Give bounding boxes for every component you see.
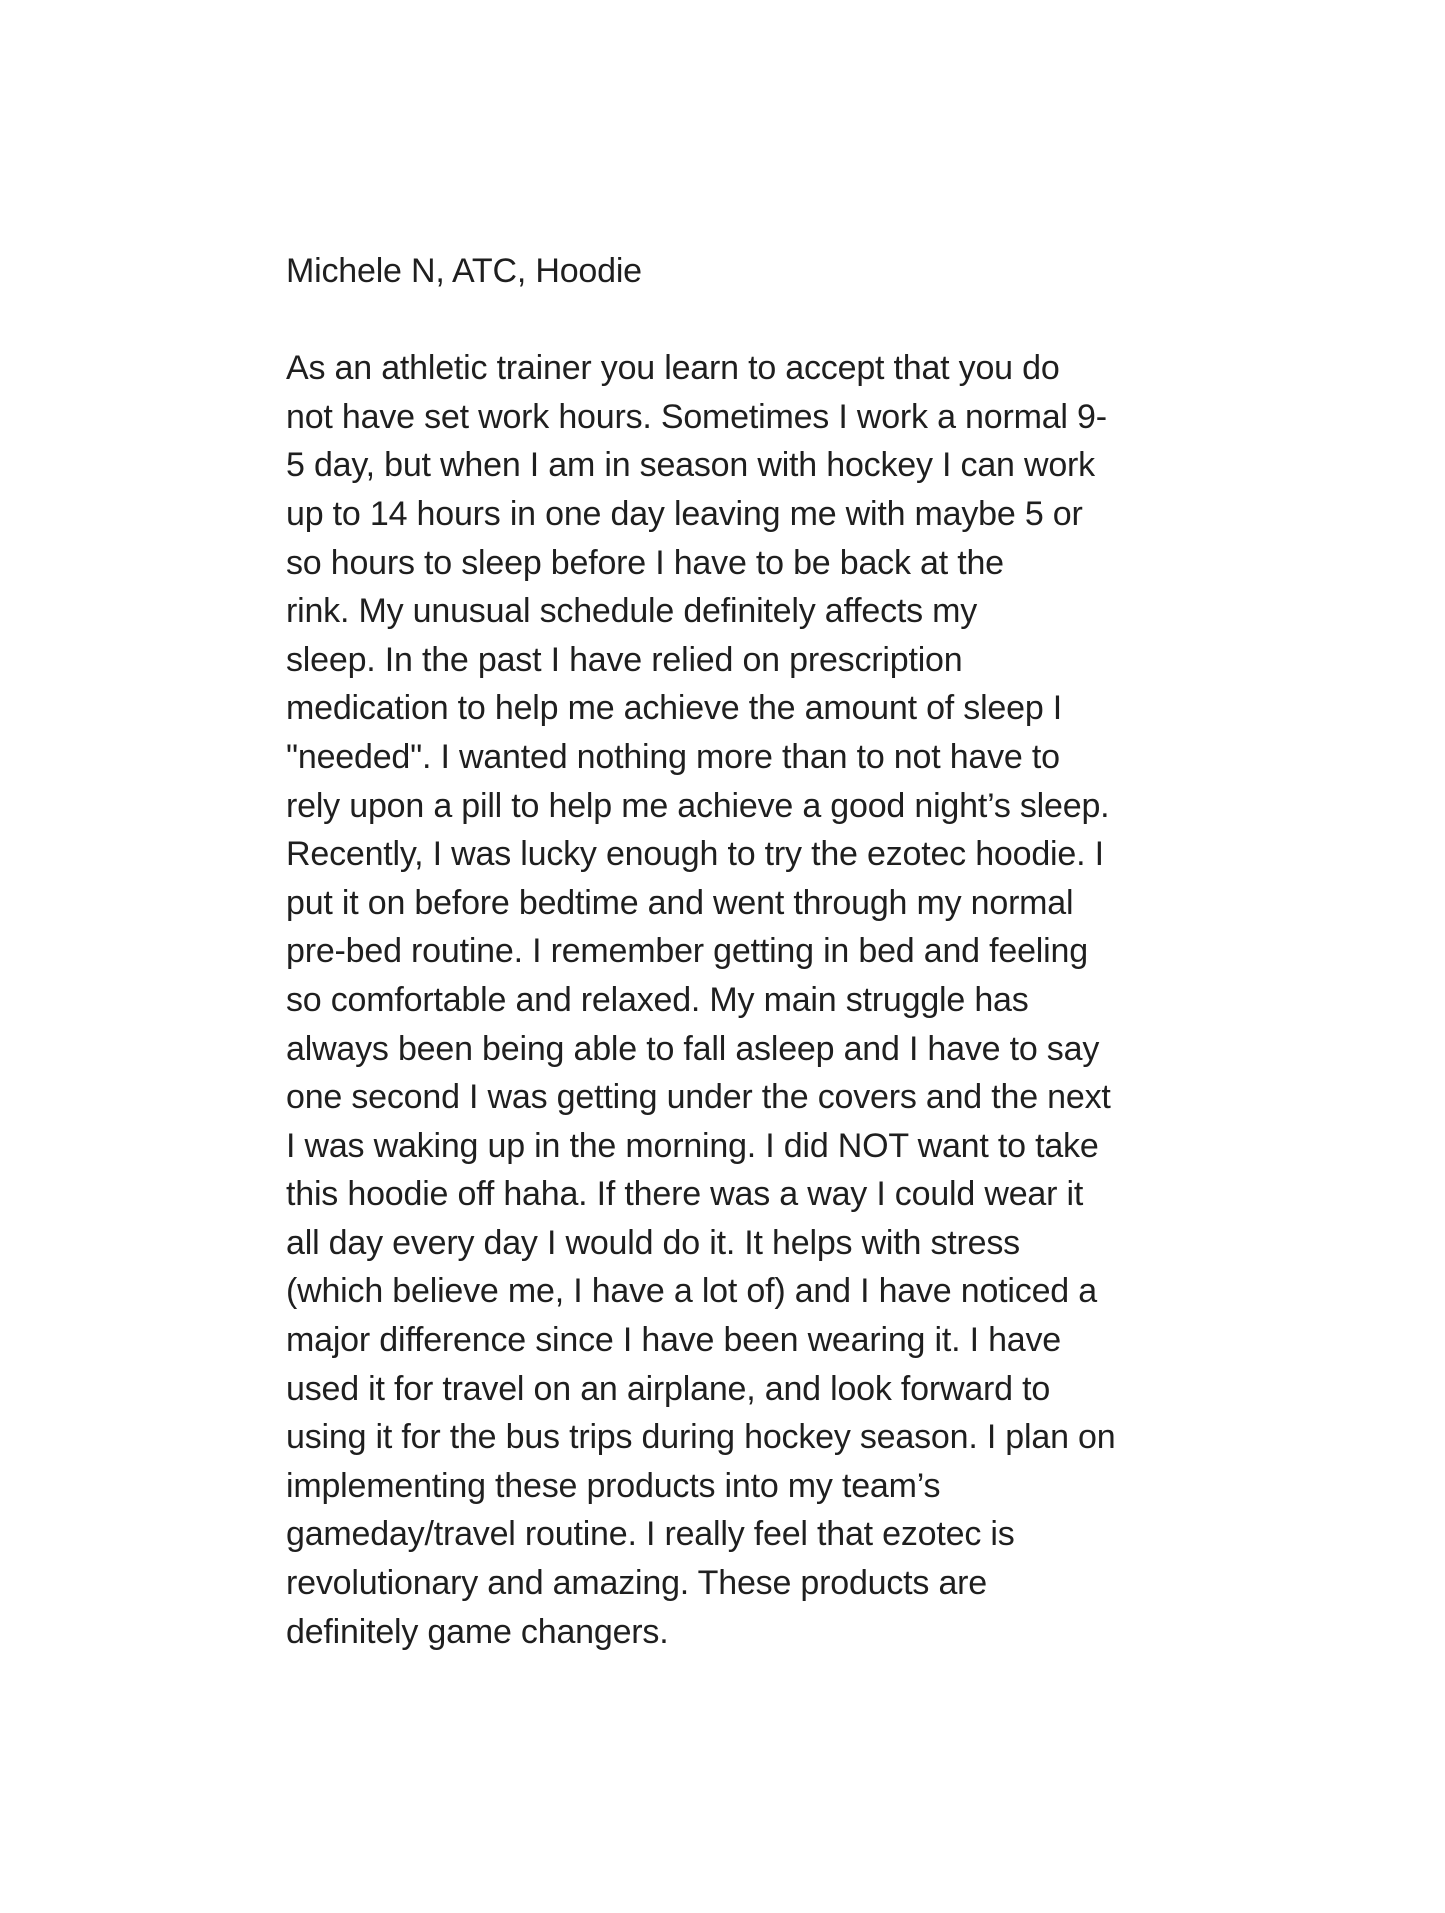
text-line: definitely game changers. [286,1612,669,1651]
text-line: pre-bed routine. I remember getting in bed and feeling [286,932,1088,971]
text-line: As an athletic trainer you learn to accept that you do [286,349,1060,388]
text-line: 5 day, but when I am in season with hockey I can work [286,446,1095,485]
text-line: revolutionary and amazing. These products are [286,1564,987,1603]
text-line: so hours to sleep before I have to be back at the [286,543,1004,582]
text-line: put it on before bedtime and went through my normal [286,883,1074,922]
text-line: gameday/travel routine. I really feel that ezotec is [286,1515,1015,1554]
text-line: not have set work hours. Sometimes I work a normal 9- [286,397,1107,436]
text-line: (which believe me, I have a lot of) and I have noticed a [286,1272,1097,1311]
text-line: rink. My unusual schedule definitely affects my [286,592,978,631]
text-line: using it for the bus trips during hockey season. I plan on [286,1418,1116,1457]
testimonial-text [286,247,1286,1656]
text-line: "needed". I wanted nothing more than to not have to [286,737,1060,776]
document-title: Michele N, ATC, Hoodie [286,252,642,290]
text-line: medication to help me achieve the amount of sleep I [286,689,1063,728]
text-line: one second I was getting under the covers and the next [286,1078,1111,1117]
text-line: so comfortable and relaxed. My main struggle has [286,980,1029,1019]
text-line: rely upon a pill to help me achieve a good night’s sleep. [286,786,1110,825]
text-line: used it for travel on an airplane, and look forward to [286,1369,1051,1408]
text-line: implementing these products into my team’s [286,1466,941,1505]
text-line: up to 14 hours in one day leaving me with maybe 5 or [286,494,1083,533]
text-line: all day every day I would do it. It helps with stress [286,1223,1020,1262]
text-line: Recently, I was lucky enough to try the ezotec hoodie. I [286,835,1104,874]
text-line: sleep. In the past I have relied on prescription [286,640,963,679]
blank-line [286,296,1286,345]
text-line: major difference since I have been wearing it. I have [286,1321,1062,1360]
text-line: this hoodie off haha. If there was a way I could wear it [286,1175,1084,1214]
text-line: always been being able to fall asleep and I have to say [286,1029,1100,1068]
text-line: I was waking up in the morning. I did NOT want to take [286,1126,1099,1165]
